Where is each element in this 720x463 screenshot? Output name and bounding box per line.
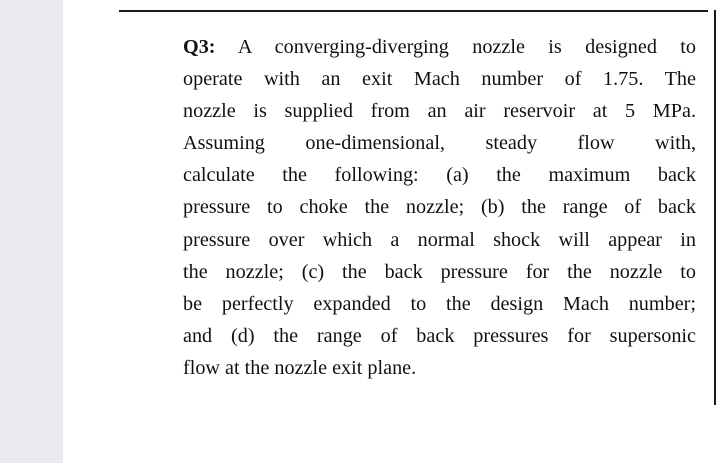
top-border-line	[119, 10, 708, 12]
question-text	[183, 31, 696, 384]
question-line: nozzle is supplied from an air reservoir at 5 MPa.	[183, 100, 696, 123]
question-line: flow at the nozzle exit plane.	[183, 356, 417, 379]
question-line: the nozzle; (c) the back pressure for the nozzle to	[183, 260, 696, 283]
question-line: Assuming one-dimensional, steady flow with,	[183, 132, 696, 155]
question-line: operate with an exit Mach number of 1.75. The	[183, 68, 696, 91]
question-line: calculate the following: (a) the maximum back	[183, 164, 696, 187]
right-border-line	[714, 10, 716, 405]
question-line: be perfectly expanded to the design Mach number;	[183, 292, 696, 315]
question-line-text: A converging-diverging nozzle is designed to	[237, 36, 696, 58]
question-line: pressure to choke the nozzle; (b) the range of back	[183, 196, 696, 219]
question-line	[183, 31, 696, 63]
question-line: pressure over which a normal shock will appear in	[183, 228, 696, 251]
question-line: and (d) the range of back pressures for supersonic	[183, 324, 696, 347]
question-label: Q3:	[183, 36, 216, 58]
